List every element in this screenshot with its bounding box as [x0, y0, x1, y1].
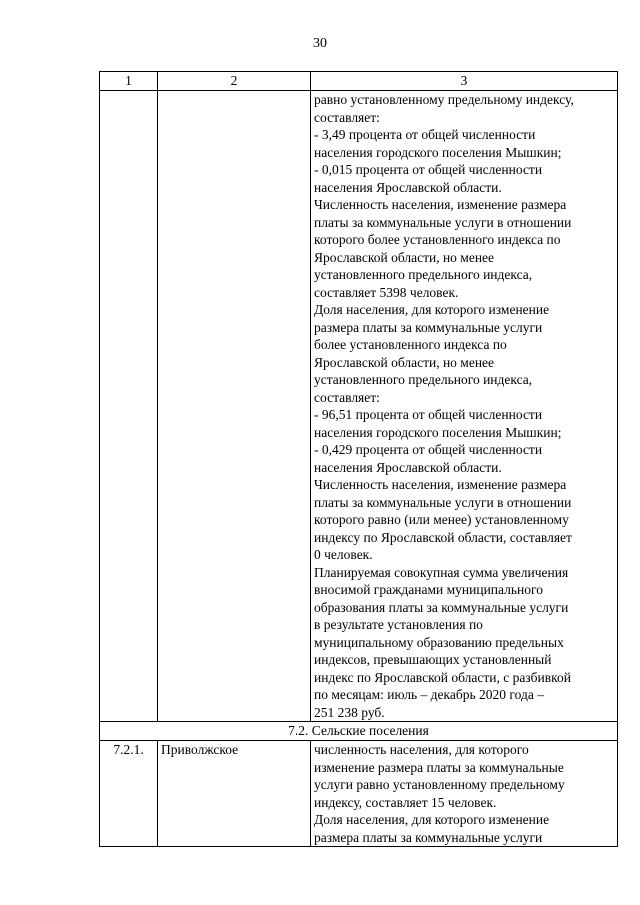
text-line: индексов, превышающих установленный: [314, 652, 552, 667]
text-line: численность населения, для которого: [314, 742, 529, 757]
text-line: размера платы за коммунальные услуги: [314, 319, 543, 335]
text-line: платы за коммунальные услуги в отношении: [314, 214, 572, 230]
text-line: которого равно (или менее) установленному: [314, 512, 569, 527]
text-line: по месяцам: июль – декабрь 2020 года –: [314, 687, 544, 702]
table-header-row: [100, 72, 618, 91]
text-line: составляет:: [314, 389, 380, 405]
text-line: составляет 5398 человек.: [314, 284, 459, 300]
text-line: населения городского поселения Мышкин;: [314, 144, 562, 160]
text-line: Доля населения, для которого изменение: [314, 302, 550, 317]
text-line: установленного предельного индекса,: [314, 372, 533, 387]
text-line: образования платы за коммунальные услуги: [314, 599, 569, 615]
table-row: [100, 741, 618, 847]
data-table: [99, 71, 618, 847]
cell-empty-number: [100, 91, 158, 722]
text-line: индексу, составляет 15 человек.: [314, 794, 497, 810]
section-title: 7.2. Сельские поселения: [100, 722, 618, 741]
text-line: населения Ярославской области.: [314, 459, 502, 475]
text-line: установленного предельного индекса,: [314, 267, 533, 282]
text-line: населения Ярославской области.: [314, 179, 502, 195]
table-section-row: [100, 722, 618, 741]
column-header-2: 2: [158, 72, 311, 91]
text-line: - 0,015 процента от общей численности: [314, 162, 543, 177]
text-line: в результате установления по: [314, 617, 483, 632]
text-line: индексу по Ярославской области, составляет: [314, 529, 572, 545]
cell-empty-name: [158, 91, 311, 722]
text-line: населения городского поселения Мышкин;: [314, 424, 562, 440]
text-line: 0 человек.: [314, 547, 373, 562]
text-line: платы за коммунальные услуги в отношении: [314, 494, 572, 510]
text-line: индекс по Ярославской области, с разбивкой: [314, 669, 571, 685]
row-settlement-name: Приволжское: [158, 741, 311, 847]
text-line: - 3,49 процента от общей численности: [314, 127, 536, 142]
row-description-text: [311, 741, 618, 847]
text-line: более установленного индекса по: [314, 337, 507, 352]
column-header-1: 1: [100, 72, 158, 91]
text-line: изменение размера платы за коммунальные: [314, 759, 564, 775]
text-line: услуги равно установленному предельному: [314, 777, 565, 792]
column-header-3: 3: [311, 72, 618, 91]
text-line: - 0,429 процента от общей численности: [314, 442, 543, 457]
text-line: - 96,51 процента от общей численности: [314, 407, 543, 422]
text-line: составляет:: [314, 109, 380, 125]
text-line: Ярославской области, но менее: [314, 249, 495, 265]
text-line: Доля населения, для которого изменение: [314, 812, 550, 827]
text-line: муниципальному образованию предельных: [314, 634, 564, 650]
text-line: 251 238 руб.: [314, 704, 385, 720]
table-row-continuation: [100, 91, 618, 722]
text-line: размера платы за коммунальные услуги: [314, 829, 543, 845]
row-number: 7.2.1.: [100, 741, 158, 847]
cell-continuation-text: [311, 91, 618, 722]
text-line: вносимой гражданами муниципального: [314, 582, 543, 597]
text-line: Численность населения, изменение размера: [314, 477, 567, 492]
page-number: 30: [313, 36, 327, 51]
text-line: Численность населения, изменение размера: [314, 197, 567, 212]
text-line: Планируемая совокупная сумма увеличения: [314, 564, 569, 580]
text-line: равно установленному предельному индексу,: [314, 92, 574, 107]
text-line: Ярославской области, но менее: [314, 354, 495, 370]
text-line: которого более установленного индекса по: [314, 232, 561, 247]
